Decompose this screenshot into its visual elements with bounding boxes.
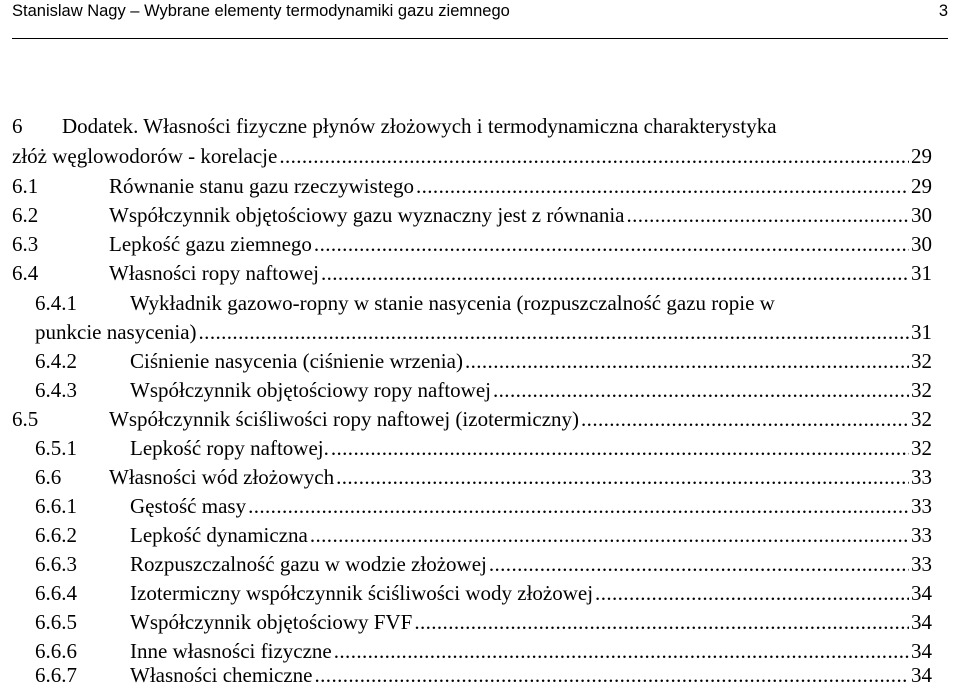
toc-leader	[130, 375, 932, 406]
toc-page: 30	[911, 203, 932, 227]
toc-number: 6.6.7	[35, 663, 77, 687]
dot-leader	[595, 578, 909, 609]
toc-page: 32	[911, 407, 932, 431]
toc-entry[interactable]	[0, 229, 960, 260]
dot-leader	[331, 433, 909, 464]
toc-page: 33	[911, 494, 932, 518]
toc-title: Współczynnik objętościowy ropy naftowej	[130, 378, 491, 402]
toc-number: 6.4	[12, 261, 39, 285]
toc-page: 34	[911, 581, 932, 605]
toc-leader	[12, 141, 932, 172]
dot-leader	[321, 258, 909, 289]
toc-leader	[130, 520, 932, 551]
toc-entry[interactable]	[0, 578, 960, 609]
toc-page: 34	[911, 663, 932, 687]
toc-title: Współczynnik objętościowy gazu wyznaczny jest z równania	[109, 203, 625, 227]
toc-page: 32	[911, 378, 932, 402]
toc-leader	[130, 346, 932, 377]
toc-page: 34	[911, 639, 932, 663]
toc-title: Równanie stanu gazu rzeczywistego	[109, 174, 414, 198]
toc-leader	[109, 229, 932, 260]
toc-number: 6.6.4	[35, 581, 77, 605]
toc-number: 6.5	[12, 407, 39, 431]
toc-leader	[109, 404, 932, 435]
toc-number: 6	[12, 114, 23, 138]
dot-leader	[248, 491, 909, 522]
dot-leader	[581, 404, 909, 435]
toc-title: złóż węglowodorów - korelacje	[12, 144, 278, 168]
toc-page: 33	[911, 523, 932, 547]
toc-entry[interactable]	[0, 520, 960, 551]
toc-page: 32	[911, 349, 932, 373]
toc-entry[interactable]	[0, 433, 960, 464]
toc-page: 33	[911, 465, 932, 489]
toc-page: 30	[911, 232, 932, 256]
toc-entry[interactable]	[0, 491, 960, 522]
toc-number: 6.4.2	[35, 349, 77, 373]
toc-title: Inne własności fizyczne	[130, 639, 332, 663]
toc-entry[interactable]	[0, 258, 960, 289]
toc-entry[interactable]	[0, 375, 960, 406]
toc-page: 31	[911, 320, 932, 344]
dot-leader	[627, 200, 910, 231]
toc-title: punkcie nasycenia)	[35, 320, 197, 344]
toc-page: 32	[911, 436, 932, 460]
toc-title: Lepkość ropy naftowej.	[130, 436, 329, 460]
dot-leader	[315, 660, 910, 691]
toc-leader	[130, 578, 932, 609]
toc-entry-6-cont[interactable]	[0, 141, 960, 172]
header-page-number: 3	[938, 2, 948, 20]
toc-title: Lepkość gazu ziemnego	[109, 232, 312, 256]
toc-title: Rozpuszczalność gazu w wodzie złożowej	[130, 552, 487, 576]
dot-leader	[199, 317, 909, 348]
toc-entry[interactable]	[0, 462, 960, 493]
dot-leader	[336, 462, 909, 493]
dot-leader	[279, 141, 909, 172]
toc-entry-6[interactable]	[0, 111, 960, 142]
toc-leader	[109, 462, 932, 493]
toc-title: Lepkość dynamiczna	[130, 523, 308, 547]
toc-entry-641-cont[interactable]	[0, 317, 960, 348]
toc-title: Własności wód złożowych	[109, 465, 335, 489]
toc-leader	[130, 607, 932, 638]
toc-number: 6.6	[35, 465, 62, 489]
toc-entry[interactable]	[0, 549, 960, 580]
toc-leader	[35, 317, 932, 348]
toc-leader	[130, 660, 932, 691]
toc-number: 6.6.1	[35, 494, 77, 518]
dot-leader	[465, 346, 909, 377]
toc-number: 6.4.1	[35, 291, 77, 315]
toc-entry[interactable]	[0, 607, 960, 638]
toc-leader	[109, 258, 932, 289]
toc-title: Izotermiczny współczynnik ściśliwości wody złożowej	[130, 581, 594, 605]
toc-page: 29	[911, 144, 932, 168]
toc-number: 6.1	[12, 174, 39, 198]
running-header	[12, 0, 948, 39]
toc-entry[interactable]	[0, 171, 960, 202]
toc-leader	[109, 171, 932, 202]
toc-entry[interactable]	[0, 200, 960, 231]
dot-leader	[314, 229, 909, 260]
toc-number: 6.6.6	[35, 639, 77, 663]
toc-number: 6.2	[12, 203, 39, 227]
toc-title: Ciśnienie nasycenia (ciśnienie wrzenia)	[130, 349, 463, 373]
toc-number: 6.6.2	[35, 523, 77, 547]
toc-entry[interactable]	[0, 660, 960, 691]
toc-page: 33	[911, 552, 932, 576]
dot-leader	[489, 549, 909, 580]
toc-leader	[109, 200, 932, 231]
toc-page: 29	[911, 174, 932, 198]
toc-title: Własności ropy naftowej	[109, 261, 319, 285]
toc-leader	[130, 549, 932, 580]
toc-page: 34	[911, 610, 932, 634]
dot-leader	[414, 607, 909, 638]
toc-number: 6.5.1	[35, 436, 77, 460]
dot-leader	[416, 171, 909, 202]
dot-leader	[493, 375, 909, 406]
dot-leader	[310, 520, 909, 551]
toc-number: 6.6.3	[35, 552, 77, 576]
toc-leader	[130, 433, 932, 464]
toc-title: Własności chemiczne	[130, 663, 313, 687]
toc-number: 6.4.3	[35, 378, 77, 402]
toc-title: Współczynnik ściśliwości ropy naftowej (izotermiczny)	[109, 407, 580, 431]
toc-entry-641[interactable]	[0, 288, 960, 319]
toc-number: 6.3	[12, 232, 39, 256]
toc-title: Dodatek. Własności fizyczne płynów złożowych i termodynamiczna charakterystyka	[62, 114, 777, 138]
toc-page: 31	[911, 261, 932, 285]
toc-entry[interactable]	[0, 346, 960, 377]
toc-title: Gęstość masy	[130, 494, 247, 518]
toc-number: 6.6.5	[35, 610, 77, 634]
header-title: Stanislaw Nagy – Wybrane elementy termodynamiki gazu ziemnego	[12, 2, 510, 20]
toc-title: Wykładnik gazowo-ropny w stanie nasycenia (rozpuszczalność gazu ropie w	[130, 291, 775, 315]
toc-title: Współczynnik objętościowy FVF	[130, 610, 413, 634]
toc-leader	[130, 491, 932, 522]
toc-entry[interactable]	[0, 404, 960, 435]
